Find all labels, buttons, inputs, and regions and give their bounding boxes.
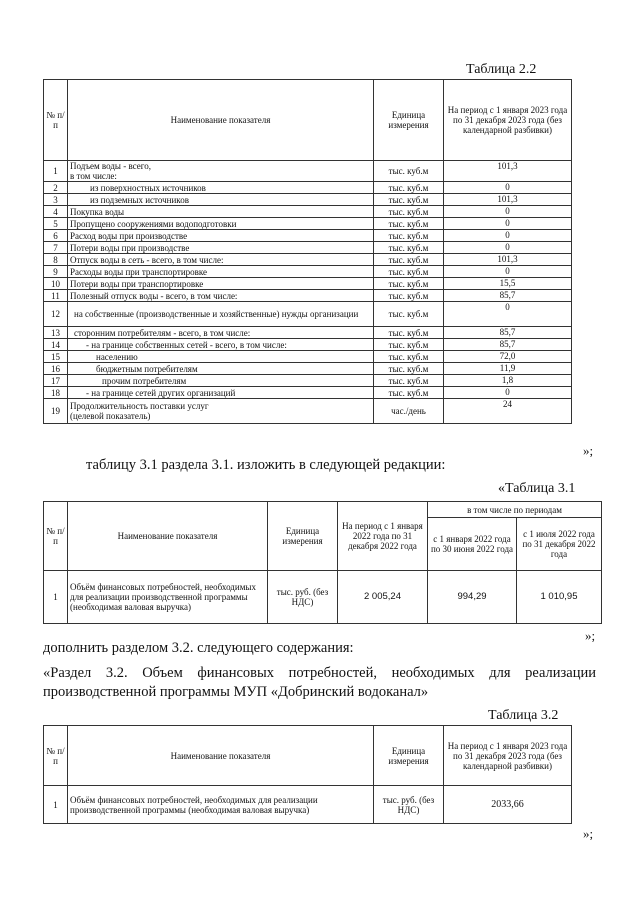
col-unit-header: Единица измерения (374, 726, 444, 786)
cell-name: Отпуск воды в сеть - всего, в том числе: (68, 254, 374, 266)
cell-num: 1 (44, 786, 68, 824)
cell-num: 12 (44, 302, 68, 327)
cell-value: 2033,66 (444, 786, 572, 824)
cell-name: Расход воды при производстве (68, 230, 374, 242)
cell-unit: тыс. куб.м (374, 327, 444, 339)
cell-num: 14 (44, 339, 68, 351)
cell-name: Потери воды при транспортировке (68, 278, 374, 290)
closing-quote-3: »; (583, 826, 594, 841)
cell-num: 18 (44, 387, 68, 399)
cell-num: 13 (44, 327, 68, 339)
table-2-2-caption: Таблица 2.2 (466, 62, 537, 77)
col-unit-header: Единица измерения (268, 502, 338, 571)
cell-value: 0 (444, 182, 572, 194)
col-unit-header: Единица измерения (374, 80, 444, 161)
table-row (44, 161, 572, 182)
table-row (44, 399, 572, 424)
table-row (44, 786, 572, 824)
col-name-header: Наименование показателя (68, 502, 268, 571)
cell-value: 0 (444, 218, 572, 230)
cell-unit: тыс. руб. (без НДС) (268, 571, 338, 624)
cell-value: 85,7 (444, 339, 572, 351)
table-row (44, 218, 572, 230)
cell-unit: тыс. куб.м (374, 242, 444, 254)
col-subperiods-header: в том числе по периодам (428, 502, 602, 518)
cell-unit: тыс. куб.м (374, 363, 444, 375)
cell-unit: час./день (374, 399, 444, 424)
table-row (44, 387, 572, 399)
cell-name: бюджетным потребителям (68, 363, 374, 375)
cell-value: 101,3 (444, 161, 572, 182)
cell-value: 85,7 (444, 290, 572, 302)
table-row (44, 363, 572, 375)
cell-unit: тыс. куб.м (374, 351, 444, 363)
cell-unit: тыс. куб.м (374, 230, 444, 242)
table-row (44, 339, 572, 351)
col-period-2-header: с 1 июля 2022 года по 31 декабря 2022 года (517, 518, 602, 571)
cell-name: Подъем воды - всего, в том числе: (68, 161, 374, 182)
table-3-1 (43, 501, 602, 624)
cell-value: 11,9 (444, 363, 572, 375)
cell-unit: тыс. куб.м (374, 387, 444, 399)
cell-num: 19 (44, 399, 68, 424)
cell-period-1: 994,29 (428, 571, 517, 624)
cell-value: 101,3 (444, 194, 572, 206)
table-row (44, 351, 572, 363)
cell-num: 2 (44, 182, 68, 194)
cell-name: на собственные (производственные и хозяйственные) нужды организации (68, 302, 374, 327)
cell-value: 85,7 (444, 327, 572, 339)
cell-value: 0 (444, 242, 572, 254)
col-period-1-header: с 1 января 2022 года по 30 июня 2022 года (428, 518, 517, 571)
cell-value: 0 (444, 387, 572, 399)
cell-num: 11 (44, 290, 68, 302)
table-row (44, 230, 572, 242)
table-row (44, 375, 572, 387)
cell-value: 0 (444, 302, 572, 327)
cell-name: - на границе сетей других организаций (68, 387, 374, 399)
cell-unit: тыс. куб.м (374, 194, 444, 206)
cell-unit: тыс. куб.м (374, 302, 444, 327)
cell-name: из поверхностных источников (68, 182, 374, 194)
cell-value: 24 (444, 399, 572, 424)
table-row (44, 327, 572, 339)
cell-num: 10 (44, 278, 68, 290)
cell-unit: тыс. куб.м (374, 161, 444, 182)
cell-num: 7 (44, 242, 68, 254)
cell-unit: тыс. руб. (без НДС) (374, 786, 444, 824)
table-3-1-caption: «Таблица 3.1 (498, 481, 576, 496)
table-row (44, 302, 572, 327)
cell-name: населению (68, 351, 374, 363)
cell-value: 0 (444, 230, 572, 242)
col-period-header: На период с 1 января 2022 года по 31 декабря 2022 года (338, 502, 428, 571)
table-row (44, 266, 572, 278)
cell-name: - на границе собственных сетей - всего, в том числе: (68, 339, 374, 351)
cell-name: Пропущено сооружениями водоподготовки (68, 218, 374, 230)
cell-name: Расходы воды при транспортировке (68, 266, 374, 278)
cell-value: 15,5 (444, 278, 572, 290)
cell-num: 16 (44, 363, 68, 375)
cell-name: Потери воды при производстве (68, 242, 374, 254)
table-row (44, 571, 602, 624)
cell-num: 6 (44, 230, 68, 242)
table-2-2 (43, 79, 572, 424)
cell-value: 1,8 (444, 375, 572, 387)
cell-unit: тыс. куб.м (374, 339, 444, 351)
table-row (44, 254, 572, 266)
cell-total: 2 005,24 (338, 571, 428, 624)
table-row (44, 182, 572, 194)
cell-num: 17 (44, 375, 68, 387)
cell-value: 0 (444, 266, 572, 278)
cell-name: сторонним потребителям - всего, в том числе: (68, 327, 374, 339)
cell-unit: тыс. куб.м (374, 375, 444, 387)
table-row (44, 278, 572, 290)
paragraph-add-section: дополнить разделом 3.2. следующего содержания: (43, 640, 354, 656)
cell-unit: тыс. куб.м (374, 218, 444, 230)
cell-period-2: 1 010,95 (517, 571, 602, 624)
cell-num: 5 (44, 218, 68, 230)
cell-unit: тыс. куб.м (374, 254, 444, 266)
paragraph-table-3-1-intro: таблицу 3.1 раздела 3.1. изложить в следующей редакции: (86, 457, 446, 473)
cell-name: прочим потребителям (68, 375, 374, 387)
closing-quote-1: »; (583, 443, 594, 458)
col-num-header: № п/п (44, 502, 68, 571)
cell-value: 101,3 (444, 254, 572, 266)
col-name-header: Наименование показателя (68, 726, 374, 786)
cell-num: 3 (44, 194, 68, 206)
table-3-2-caption: Таблица 3.2 (488, 708, 559, 723)
closing-quote-2: »; (585, 628, 596, 643)
col-period-header: На период с 1 января 2023 года по 31 декабря 2023 года (без календарной разбивки) (444, 726, 572, 786)
cell-num: 9 (44, 266, 68, 278)
col-num-header: № п/п (44, 80, 68, 161)
cell-value: 0 (444, 206, 572, 218)
table-row (44, 242, 572, 254)
table-3-2 (43, 725, 572, 824)
table-row (44, 206, 572, 218)
table-row (44, 290, 572, 302)
col-num-header: № п/п (44, 726, 68, 786)
cell-num: 15 (44, 351, 68, 363)
cell-name: Покупка воды (68, 206, 374, 218)
col-name-header: Наименование показателя (68, 80, 374, 161)
cell-num: 8 (44, 254, 68, 266)
paragraph-section-3-2-title: «Раздел 3.2. Объем финансовых потребностей, необходимых для реализации производственной программы МУП «Добринский водоканал» (43, 665, 596, 700)
table-row (44, 194, 572, 206)
cell-name: Продолжительность поставки услуг (целевой показатель) (68, 399, 374, 424)
cell-unit: тыс. куб.м (374, 278, 444, 290)
cell-unit: тыс. куб.м (374, 290, 444, 302)
cell-unit: тыс. куб.м (374, 266, 444, 278)
cell-num: 1 (44, 161, 68, 182)
cell-unit: тыс. куб.м (374, 206, 444, 218)
cell-name: Объём финансовых потребностей, необходимых для реализации производственной программы (необходимая валовая выручка) (68, 786, 374, 824)
cell-name: Объём финансовых потребностей, необходимых для реализации производственной программы (необходимая валовая выручка) (68, 571, 268, 624)
cell-num: 4 (44, 206, 68, 218)
cell-value: 72,0 (444, 351, 572, 363)
col-period-header: На период с 1 января 2023 года по 31 декабря 2023 года (без календарной разбивки) (444, 80, 572, 161)
cell-name: из подземных источников (68, 194, 374, 206)
cell-unit: тыс. куб.м (374, 182, 444, 194)
cell-num: 1 (44, 571, 68, 624)
cell-name: Полезный отпуск воды - всего, в том числе: (68, 290, 374, 302)
